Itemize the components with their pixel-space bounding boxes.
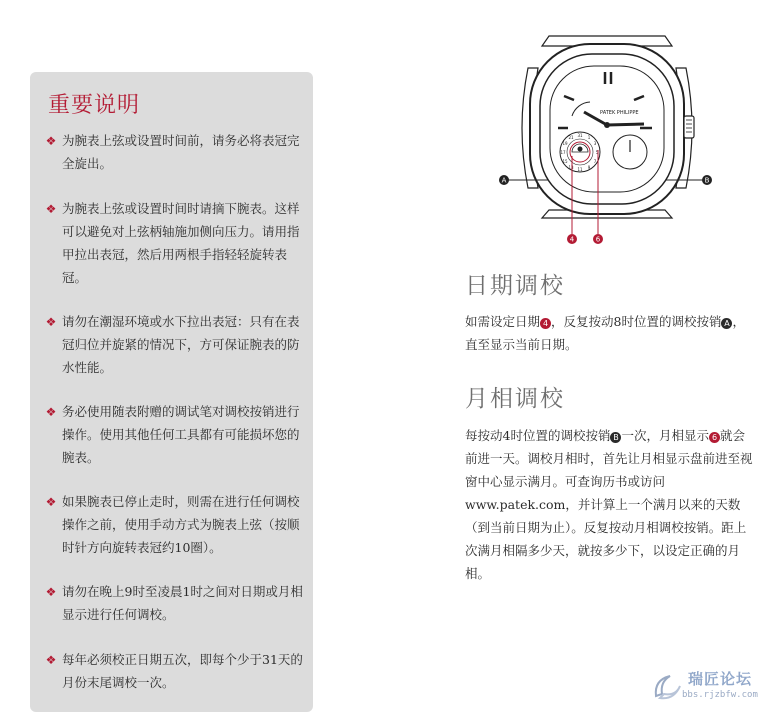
pusher-b-label: B xyxy=(704,176,710,185)
pusher-b-ref: B xyxy=(610,432,621,443)
watch-illustration xyxy=(494,28,720,250)
notice-item xyxy=(44,490,306,559)
text-segment: 就会前进一天。调校月相时，首先让月相显示盘前进至视窗中心显示满月。可查询历书或访问www.patek.com，并计算上一个满月以来的天数（到当前日期为止）。反复按动月相调校按销。距上次满月相隔多少天，就按多少下，以设定正确的月相。 xyxy=(465,428,753,581)
red-diamond-bullet-icon: ❖ xyxy=(45,202,57,216)
watermark-logo-icon xyxy=(650,670,684,704)
text-segment: 每按动4时位置的调校按销 xyxy=(465,428,611,443)
date-number: 3 xyxy=(593,141,597,146)
watermark xyxy=(650,666,770,708)
date-setting-text xyxy=(465,310,755,356)
notice-item xyxy=(44,400,306,469)
notice-text: 请勿在晚上9时至凌晨1时之间对日期或月相显示进行任何调校。 xyxy=(62,584,303,622)
notice-item xyxy=(44,310,306,379)
text-segment: ，反复按动8时位置的调校按销 xyxy=(551,314,722,329)
date-number: 21 xyxy=(568,135,574,140)
notice-item xyxy=(44,129,306,175)
notice-title: 重要说明 xyxy=(48,93,141,118)
date-number: 9 xyxy=(587,165,591,170)
notice-text: 如果腕表已停止走时，则需在进行任何调校操作之前，使用手动方式为腕表上弦（按顺时针方向旋转表冠约10圈）。 xyxy=(62,494,300,555)
text-segment: ，直至显示当前日期。 xyxy=(465,314,745,352)
callout-date-label: 4 xyxy=(569,235,575,244)
date-number: 31 xyxy=(577,133,583,138)
date-number: 15 xyxy=(562,159,568,164)
watch-brand: PATEK PHILIPPE xyxy=(600,110,639,116)
date-number: 11 xyxy=(577,167,583,172)
callout-4-ref: 4 xyxy=(540,318,551,329)
date-number: 19 xyxy=(562,141,568,146)
red-diamond-bullet-icon: ❖ xyxy=(45,315,57,329)
pusher-a-ref: A xyxy=(721,318,732,329)
notice-text: 务必使用随表附赠的调试笔对调校按销进行操作。使用其他任何工具都有可能损坏您的腕表。 xyxy=(62,404,300,465)
callout-moon-label: 6 xyxy=(595,235,601,244)
red-diamond-bullet-icon: ❖ xyxy=(45,653,57,667)
notice-item xyxy=(44,648,306,694)
date-number: 13 xyxy=(568,165,574,170)
notice-text: 请勿在潮湿环境或水下拉出表冠：只有在表冠归位并旋紧的情况下，方可保证腕表的防水性能。 xyxy=(62,314,300,375)
watermark-text: 瑞匠论坛 xyxy=(688,670,753,688)
red-diamond-bullet-icon: ❖ xyxy=(45,134,57,148)
red-diamond-bullet-icon: ❖ xyxy=(45,495,57,509)
text-segment: 如需设定日期 xyxy=(465,314,541,329)
notice-item xyxy=(44,580,306,626)
date-number: 5 xyxy=(595,150,599,155)
notice-text: 为腕表上弦或设置时间前，请务必将表冠完全旋出。 xyxy=(62,133,300,171)
date-setting-title: 日期调校 xyxy=(465,273,565,299)
date-number: 1 xyxy=(587,135,591,140)
pusher-a-label: A xyxy=(501,176,507,185)
moon-setting-title: 月相调校 xyxy=(465,386,565,412)
notice-item xyxy=(44,197,306,289)
notice-text: 为腕表上弦或设置时间时请摘下腕表。这样可以避免对上弦柄轴施加侧向压力。请用指甲拉出表冠，然后用两根手指轻轻旋转表冠。 xyxy=(62,201,300,285)
watermark-url: bbs.rjzbfw.com xyxy=(682,690,758,700)
date-number: 7 xyxy=(593,159,597,164)
moon-setting-text xyxy=(465,424,755,585)
date-number: 17 xyxy=(560,150,566,155)
text-segment: 一次，月相显示 xyxy=(621,428,709,443)
red-diamond-bullet-icon: ❖ xyxy=(45,405,57,419)
important-notice-panel xyxy=(30,72,313,712)
notice-text: 每年必须校正日期五次，即每个少于31天的月份末尾调校一次。 xyxy=(62,652,303,690)
callout-6-ref: 6 xyxy=(709,432,720,443)
red-diamond-bullet-icon: ❖ xyxy=(45,585,57,599)
